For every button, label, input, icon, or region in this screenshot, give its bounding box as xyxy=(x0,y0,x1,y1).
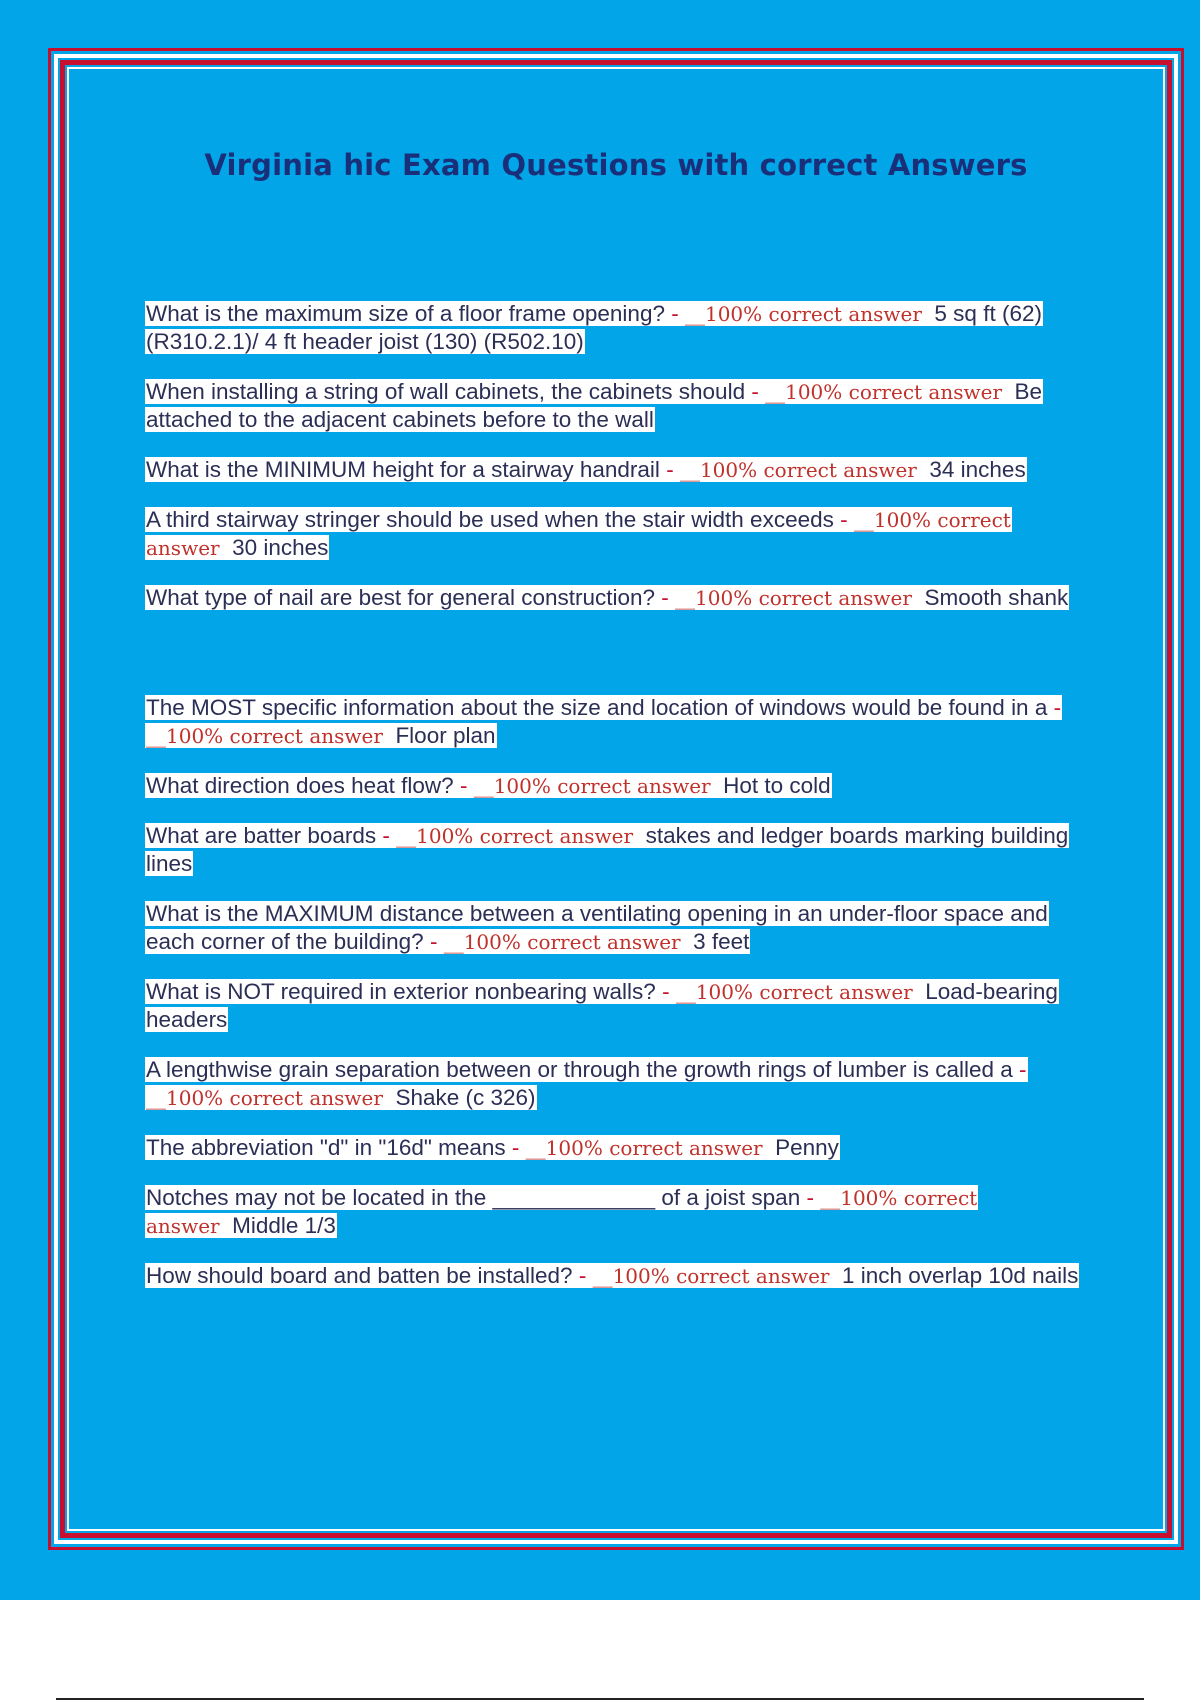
separator-dash: - xyxy=(800,1185,821,1210)
answer-text: stakes and ledger boards marking building lines xyxy=(146,823,1069,876)
separator-dash: - xyxy=(659,457,680,482)
question-text: What direction does heat flow? xyxy=(146,773,454,798)
qa-highlight xyxy=(145,1263,1079,1288)
correct-answer-label: __100% correct answer xyxy=(443,930,681,954)
separator-dash: - xyxy=(453,773,474,798)
separator-dash: - xyxy=(505,1135,526,1160)
answer-text: Load-bearing headers xyxy=(146,979,1058,1032)
qa-highlight xyxy=(145,695,1062,748)
question-text: When installing a string of wall cabinets, the cabinets should xyxy=(146,379,746,404)
answer-text: 3 feet xyxy=(693,929,750,954)
separator-dash: - xyxy=(664,301,685,326)
qa-list xyxy=(145,300,1085,1290)
qa-highlight xyxy=(145,585,1069,610)
separator-dash: - xyxy=(833,507,854,532)
qa-highlight xyxy=(145,901,1049,954)
correct-answer-label: __100% correct answer xyxy=(675,980,913,1004)
separator-dash: - xyxy=(376,823,397,848)
qa-item xyxy=(145,978,1085,1034)
qa-highlight xyxy=(145,507,1012,560)
question-text: The MOST specific information about the size and location of windows would be found in a xyxy=(146,695,1048,720)
answer-text: 30 inches xyxy=(232,535,329,560)
question-text: What is the MINIMUM height for a stairway handrail xyxy=(146,457,660,482)
separator-dash: - xyxy=(423,929,444,954)
separator-dash: - xyxy=(572,1263,593,1288)
answer-text: Be attached to the adjacent cabinets before to the wall xyxy=(146,379,1043,432)
qa-highlight xyxy=(145,1135,840,1160)
correct-answer-label: __100% correct answer xyxy=(765,380,1003,404)
qa-highlight xyxy=(145,823,1069,876)
correct-answer-label: __100% correct answer xyxy=(675,586,912,610)
answer-text: Middle 1/3 xyxy=(232,1213,336,1238)
question-text: A lengthwise grain separation between or through the growth rings of lumber is called a xyxy=(146,1057,1013,1082)
correct-answer-label: __100% correct answer xyxy=(396,824,634,848)
question-text: What is the maximum size of a floor frame opening? xyxy=(146,301,665,326)
qa-item xyxy=(145,584,1085,612)
question-text: How should board and batten be installed? xyxy=(146,1263,573,1288)
qa-item xyxy=(145,300,1085,356)
correct-answer-label: __100% correct answer xyxy=(679,458,917,482)
separator-dash: - xyxy=(655,585,676,610)
question-text: Notches may not be located in the _____________ of a joist span xyxy=(146,1185,801,1210)
answer-text: Floor plan xyxy=(395,723,496,748)
correct-answer-label: __100% correct answer xyxy=(525,1136,763,1160)
answer-text: 1 inch overlap 10d nails xyxy=(842,1263,1079,1288)
answer-text: Penny xyxy=(775,1135,839,1160)
question-text: What type of nail are best for general construction? xyxy=(146,585,656,610)
separator-dash: - xyxy=(655,979,676,1004)
answer-text: Shake (c 326) xyxy=(395,1085,536,1110)
qa-item xyxy=(145,1184,1085,1240)
correct-answer-label: __100% correct answer xyxy=(146,508,1011,560)
separator-dash: - xyxy=(1047,695,1062,720)
page-title: Virginia hic Exam Questions with correct Answers xyxy=(204,148,1028,182)
qa-item xyxy=(145,694,1085,750)
qa-highlight xyxy=(145,1057,1028,1110)
answer-text: 5 sq ft (62) (R310.2.1)/ 4 ft header joist (130) (R502.10) xyxy=(146,301,1042,354)
question-text: What is the MAXIMUM distance between a ventilating opening in an under-floor space and each corner of the building? xyxy=(146,901,1048,954)
correct-answer-label: __100% correct answer xyxy=(146,1086,383,1110)
question-text: What is NOT required in exterior nonbearing walls? xyxy=(146,979,656,1004)
qa-highlight xyxy=(145,301,1043,354)
question-text: What are batter boards xyxy=(146,823,377,848)
answer-text: Hot to cold xyxy=(723,773,831,798)
qa-item xyxy=(145,822,1085,878)
correct-answer-label: __100% correct answer xyxy=(146,724,383,748)
qa-item xyxy=(145,378,1085,434)
qa-item xyxy=(145,456,1085,484)
correct-answer-label: __100% correct answer xyxy=(146,1186,978,1238)
qa-highlight xyxy=(145,1185,978,1238)
question-text: The abbreviation "d" in "16d" means xyxy=(146,1135,506,1160)
qa-item xyxy=(145,900,1085,956)
answer-text: Smooth shank xyxy=(924,585,1069,610)
qa-item xyxy=(145,1056,1085,1112)
qa-highlight xyxy=(145,379,1043,432)
correct-answer-label: __100% correct answer xyxy=(684,302,922,326)
question-text: A third stairway stringer should be used when the stair width exceeds xyxy=(146,507,834,532)
qa-item xyxy=(145,772,1085,800)
qa-item xyxy=(145,1262,1085,1290)
qa-highlight xyxy=(145,457,1027,482)
correct-answer-label: __100% correct answer xyxy=(592,1264,830,1288)
answer-text: 34 inches xyxy=(929,457,1026,482)
correct-answer-label: __100% correct answer xyxy=(473,774,711,798)
qa-item xyxy=(145,506,1085,562)
separator-dash: - xyxy=(745,379,766,404)
qa-highlight xyxy=(145,773,832,798)
qa-item xyxy=(145,1134,1085,1162)
qa-highlight xyxy=(145,979,1059,1032)
separator-dash: - xyxy=(1012,1057,1027,1082)
